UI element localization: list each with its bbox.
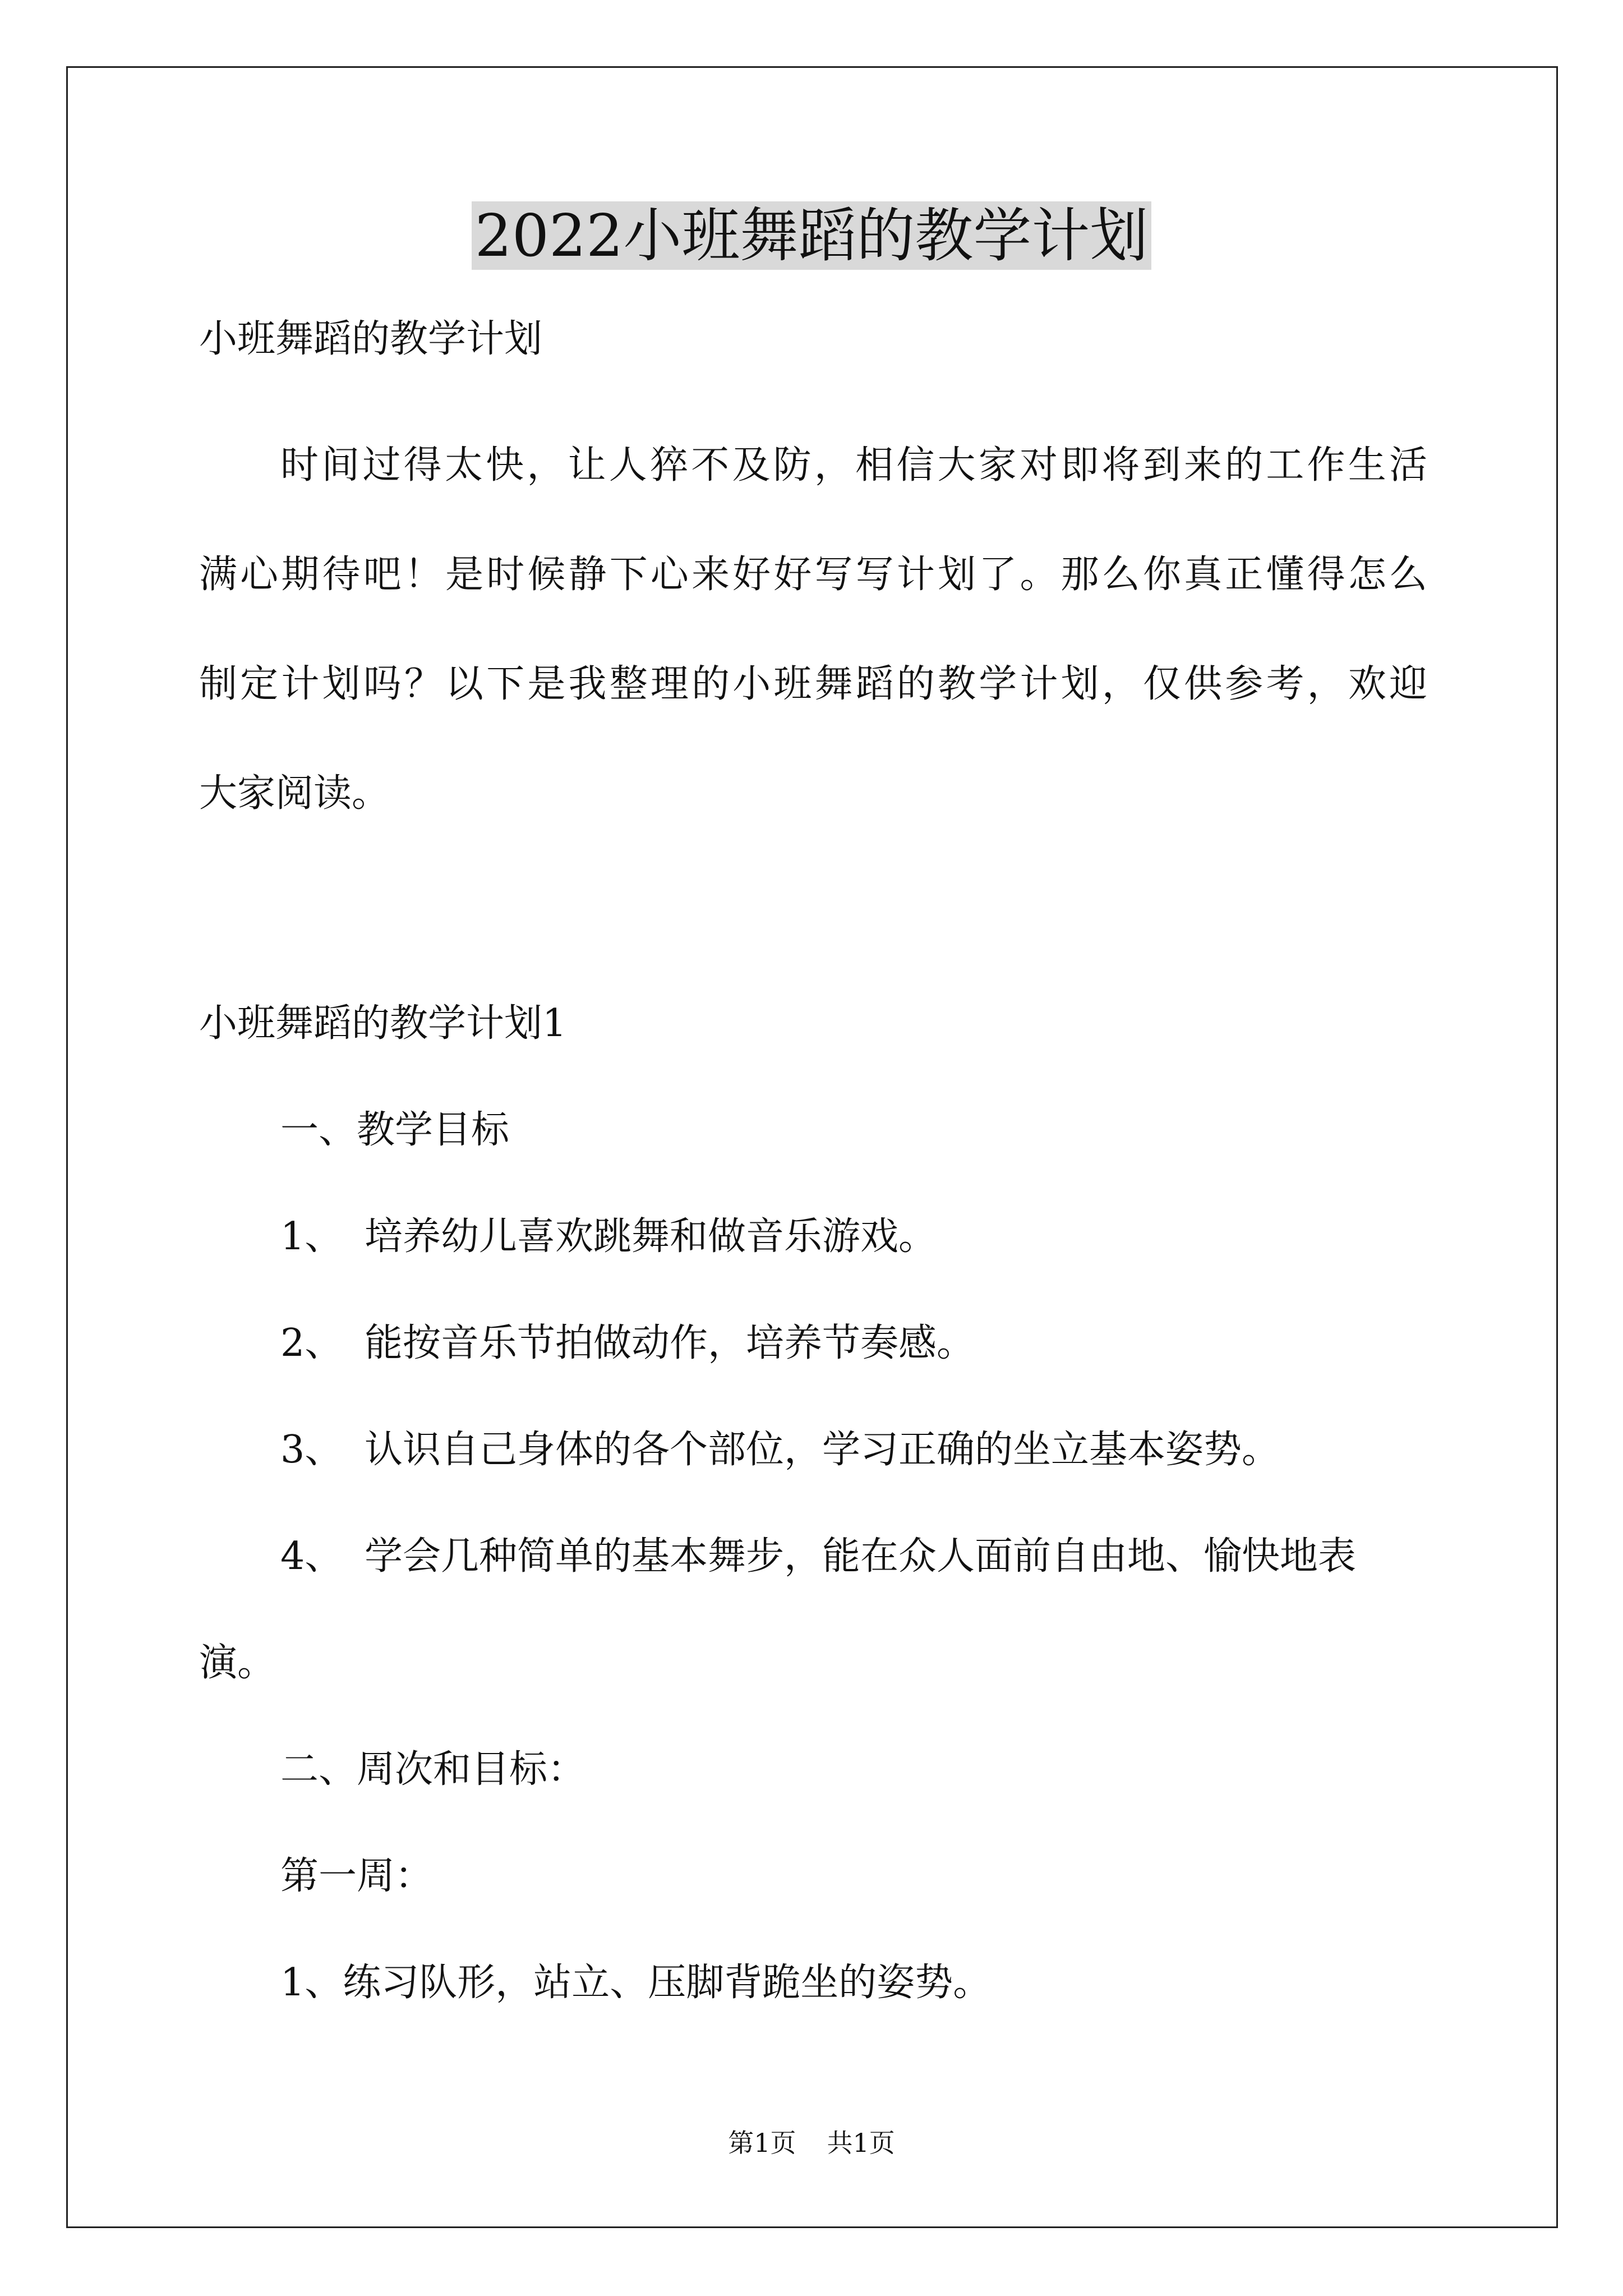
goal-item-2 (280, 1315, 975, 1372)
part1-heading: 一、教学目标 (280, 1108, 510, 1152)
goal-number: 1、 (280, 1214, 343, 1259)
goal-number: 4、 (280, 1534, 343, 1579)
goal-item-4 (280, 1529, 1356, 1585)
title-text: 2022小班舞蹈的教学计划 (472, 201, 1152, 270)
page-total: 共1页 (827, 2128, 895, 2158)
section1-heading: 小班舞蹈的教学计划1 (199, 1001, 567, 1046)
intro-line-1: 时间过得太快，让人猝不及防，相信大家对即将到来的工作生活 (280, 443, 1427, 487)
goal-item-3 (280, 1422, 1280, 1478)
page-number: 第1页 (728, 2128, 796, 2158)
subtitle: 小班舞蹈的教学计划 (199, 317, 543, 361)
goal-item-1 (280, 1209, 937, 1265)
goal-text: 认识自己身体的各个部位，学习正确的坐立基本姿势。 (365, 1428, 1280, 1472)
intro-line-3: 制定计划吗？以下是我整理的小班舞蹈的教学计划，仅供参考，欢迎 (199, 662, 1427, 706)
goal-text: 学会几种简单的基本舞步，能在众人面前自由地、愉快地表 (365, 1534, 1357, 1579)
goal-number: 3、 (280, 1428, 343, 1472)
goal-text: 培养幼儿喜欢跳舞和做音乐游戏。 (365, 1214, 937, 1259)
part2-heading: 二、周次和目标： (280, 1747, 586, 1792)
document-title (0, 194, 1623, 278)
week1-heading: 第一周： (280, 1854, 434, 1898)
goal-text: 能按音乐节拍做动作，培养节奏感。 (365, 1321, 975, 1365)
week1-item-1: 1、练习队形，站立、压脚背跪坐的姿势。 (280, 1961, 992, 2005)
intro-line-4: 大家阅读。 (199, 771, 390, 816)
goal-item-4-continuation: 演。 (199, 1641, 276, 1685)
goal-number: 2、 (280, 1321, 343, 1365)
intro-line-2: 满心期待吧！是时候静下心来好好写写计划了。那么你真正懂得怎么 (199, 553, 1427, 597)
page-footer (0, 2123, 1623, 2162)
